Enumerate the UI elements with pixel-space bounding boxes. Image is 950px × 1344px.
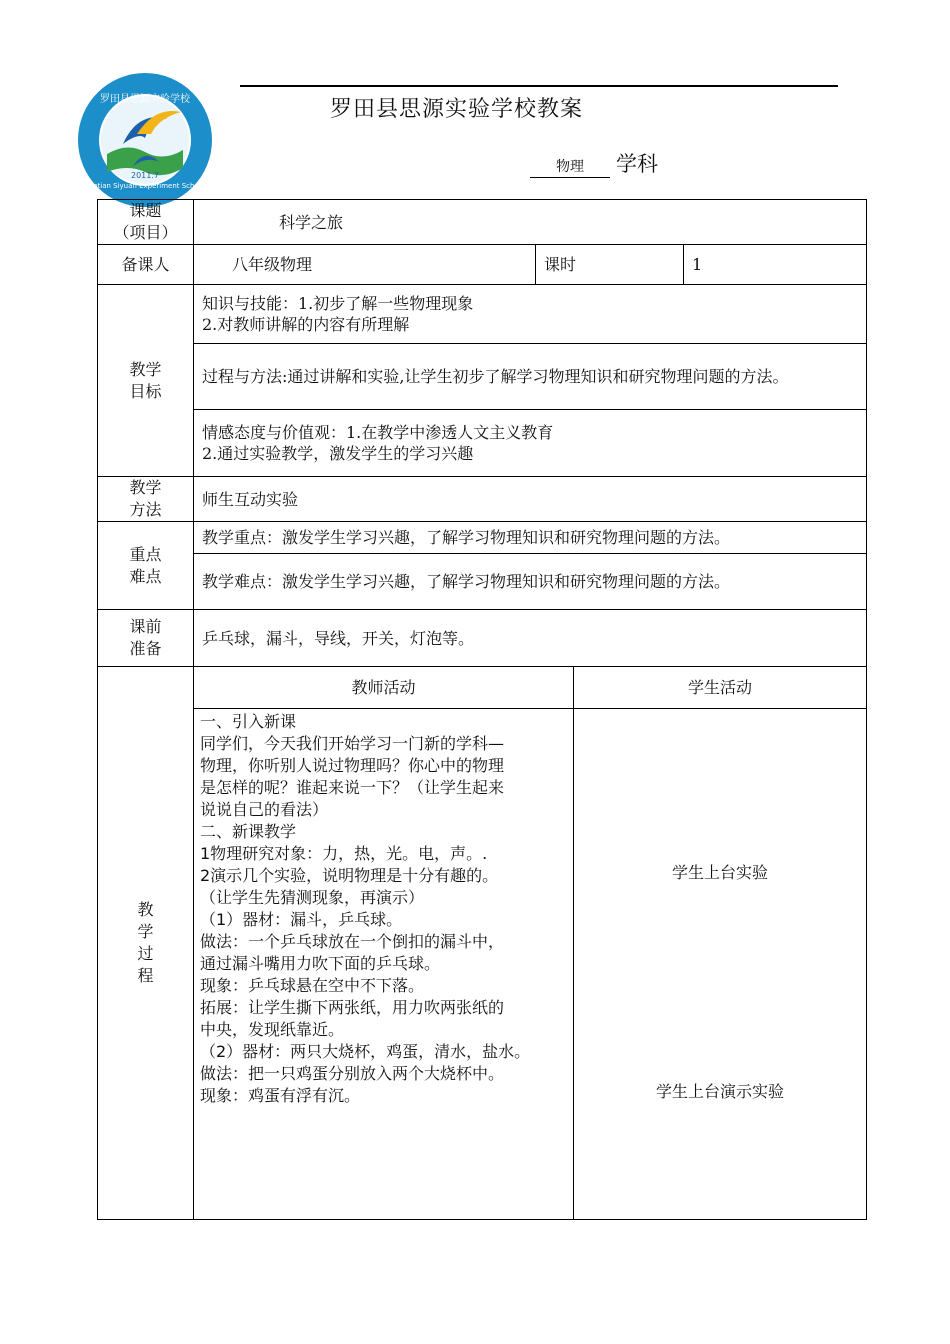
goal-process: 过程与方法:通过讲解和实验,让学生初步了解学习物理知识和研究物理问题的方法。 (194, 344, 867, 410)
logo-text-bottom: Luotian Siyuan Experiment School (85, 182, 205, 190)
teacher-line: 说说自己的看法） (200, 800, 329, 819)
row-process-header (98, 667, 867, 709)
teacher-line: 1物理研究对象：力，热，光。电，声。. (200, 844, 488, 863)
teacher-activity-header: 教师活动 (194, 667, 574, 709)
teacher-line: 物理，你听别人说过物理吗？你心中的物理 (200, 756, 505, 775)
teacher-activity-content (194, 709, 574, 1220)
teacher-line: （让学生先猜测现象，再演示） (200, 888, 425, 907)
topic-value: 科学之旅 (194, 200, 867, 245)
method-value: 师生互动实验 (194, 477, 867, 522)
subject-value: 物理 (530, 156, 610, 178)
teacher-line: （1）器材：漏斗，乒乓球。 (200, 910, 403, 929)
teacher-line: 通过漏斗嘴用力吹下面的乒乓球。 (200, 954, 441, 973)
row-preparer (98, 245, 867, 285)
row-method (98, 477, 867, 522)
row-key (98, 522, 867, 554)
teacher-line: 同学们，今天我们开始学习一门新的学科— (200, 734, 505, 753)
period-label: 课时 (536, 245, 684, 285)
row-goal-1 (98, 285, 867, 344)
method-label: 教学 方法 (98, 477, 194, 522)
subject-line (530, 148, 658, 178)
row-process-body (98, 709, 867, 1220)
teacher-line: 拓展：让学生撕下两张纸，用力吹两张纸的 (200, 998, 505, 1017)
difficult-point: 教学难点：激发学生学习兴趣，了解学习物理知识和研究物理问题的方法。 (194, 554, 867, 610)
key-point: 教学重点：激发学生学习兴趣，了解学习物理知识和研究物理问题的方法。 (194, 522, 867, 554)
teacher-line: 现象：鸡蛋有浮有沉。 (200, 1086, 361, 1105)
row-goal-3 (98, 410, 867, 477)
student-activity-content (574, 709, 867, 1220)
preparer-label: 备课人 (98, 245, 194, 285)
teacher-line: 做法：一个乒乓球放在一个倒扣的漏斗中， (200, 932, 505, 951)
page-title: 罗田县思源实验学校教案 (330, 97, 584, 122)
period-value: 1 (684, 245, 867, 285)
teacher-line: 中央，发现纸靠近。 (200, 1020, 345, 1039)
row-topic (98, 200, 867, 245)
logo-text-top: 罗田县思源实验学校 (100, 94, 190, 105)
goals-label: 教学 目标 (98, 285, 194, 477)
lesson-plan-table (97, 199, 867, 1220)
teacher-line: 是怎样的呢？谁起来说一下？（让学生起来 (200, 778, 505, 797)
row-goal-2 (98, 344, 867, 410)
subject-label: 学科 (616, 152, 658, 176)
goal-emotion: 情感态度与价值观：1.在教学中渗透人文主义教育 2.通过实验教学，激发学生的学习兴趣 (194, 410, 867, 477)
teacher-line: 一、引入新课 (200, 712, 297, 731)
header-rule (240, 85, 838, 87)
row-prep (98, 610, 867, 667)
student-activity-2: 学生上台演示实验 (656, 1082, 785, 1101)
student-activity-1: 学生上台实验 (672, 863, 769, 882)
teacher-line: 做法：把一只鸡蛋分别放入两个大烧杯中。 (200, 1064, 505, 1083)
prep-label: 课前 准备 (98, 610, 194, 667)
teacher-line: （2）器材：两只大烧杯，鸡蛋，清水，盐水。 (200, 1042, 531, 1061)
logo-year: 2011.7 (131, 171, 159, 180)
topic-label: 课题 （项目） (98, 200, 194, 245)
teacher-line: 现象：乒乓球悬在空中不下落。 (200, 976, 425, 995)
prep-value: 乒乓球，漏斗，导线，开关，灯泡等。 (194, 610, 867, 667)
teacher-line: 2演示几个实验，说明物理是十分有趣的。 (200, 866, 499, 885)
goal-knowledge: 知识与技能：1.初步了解一些物理现象 2.对教师讲解的内容有所理解 (194, 285, 867, 344)
teacher-line: 二、新课教学 (200, 822, 297, 841)
preparer-value: 八年级物理 (194, 245, 536, 285)
process-label: 教 学 过 程 (98, 667, 194, 1220)
row-difficult (98, 554, 867, 610)
student-activity-header: 学生活动 (574, 667, 867, 709)
keypoints-label: 重点 难点 (98, 522, 194, 610)
school-logo (77, 72, 213, 208)
